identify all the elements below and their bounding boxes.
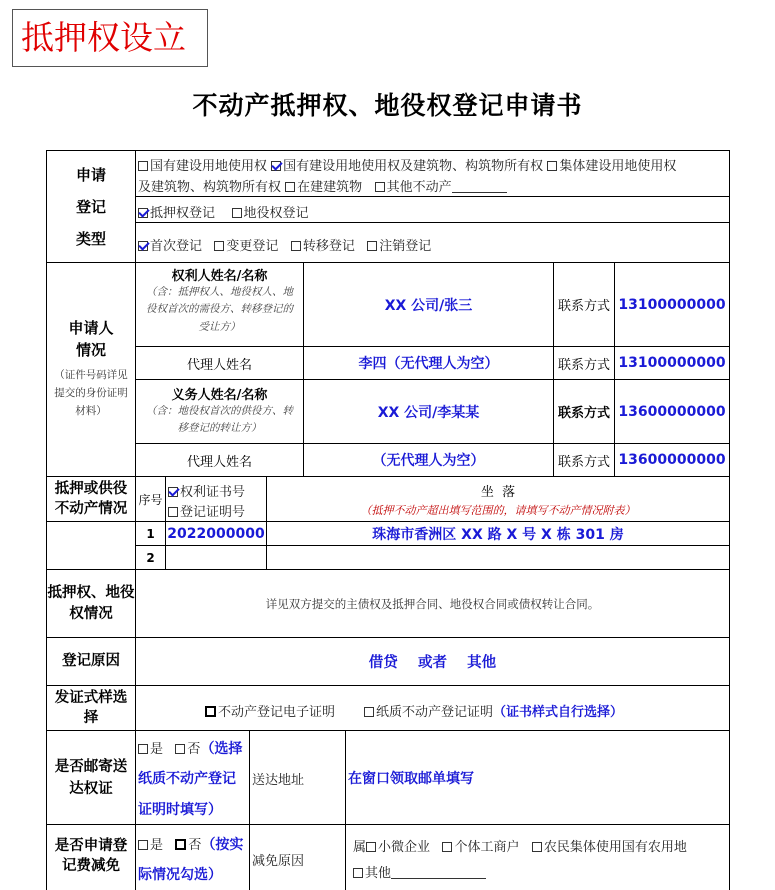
right-agent-label-cell bbox=[135, 346, 304, 380]
fee-option[interactable]: 小微企业 bbox=[366, 840, 430, 855]
stamp-label: 抵押权设立 bbox=[12, 9, 208, 67]
obligor-phone-cell[interactable] bbox=[614, 379, 730, 444]
label-line: 申请 bbox=[75, 165, 106, 184]
location-header: 坐 落 bbox=[480, 485, 516, 500]
mortgage-text-cell bbox=[135, 569, 730, 638]
cert-header-cell bbox=[165, 476, 267, 522]
address-value: 在窗口领取邮单填写 bbox=[348, 771, 474, 787]
note-line: （证件号码详见 bbox=[54, 368, 128, 381]
fee-reason-label: 减免原因 bbox=[252, 854, 305, 869]
contact-label: 联系方式 bbox=[557, 454, 610, 470]
obligor-label: 义务人姓名/名称 bbox=[171, 388, 268, 403]
obligor-value: XX 公司/李某某 bbox=[377, 404, 480, 421]
address-label-cell bbox=[249, 730, 346, 825]
mail-hint: 证明时填写） bbox=[138, 802, 222, 818]
cert-style-option[interactable]: 不动产登记电子证明 bbox=[205, 705, 335, 720]
property-option[interactable]: 国有建设用地使用权及建筑物、构筑物所有权 bbox=[271, 159, 543, 174]
fee-option[interactable]: 农民集体使用国有农用地 bbox=[532, 840, 687, 855]
checkbox-icon[interactable] bbox=[547, 161, 557, 171]
action-option[interactable]: 转移登记 bbox=[291, 239, 355, 254]
fee-option-cell bbox=[135, 824, 250, 890]
checkbox-icon[interactable] bbox=[214, 241, 224, 251]
right-holder-value-cell[interactable] bbox=[303, 262, 554, 347]
right-holder-label: 权利人姓名/名称 bbox=[171, 269, 268, 284]
contact-label-cell bbox=[553, 262, 615, 347]
table-row-location[interactable] bbox=[266, 521, 730, 546]
checkbox-icon[interactable] bbox=[232, 208, 242, 218]
seq-header-cell bbox=[135, 476, 166, 522]
obligor-agent-label-cell bbox=[135, 443, 304, 477]
obligor-phone: 13600000000 bbox=[618, 403, 726, 420]
table-row-cert[interactable] bbox=[165, 545, 267, 570]
right-holder-phone: 13100000000 bbox=[618, 296, 726, 313]
checkbox-icon[interactable] bbox=[205, 706, 216, 717]
right-holder-value: XX 公司/张三 bbox=[384, 297, 473, 314]
seq-header: 序号 bbox=[138, 492, 163, 507]
note-line: 提交的身份证明 bbox=[54, 387, 128, 400]
checkbox-icon[interactable] bbox=[364, 707, 374, 717]
checkbox-checked-icon[interactable] bbox=[138, 208, 148, 218]
checkbox-icon[interactable] bbox=[367, 241, 377, 251]
checkbox-icon[interactable] bbox=[291, 241, 301, 251]
belong-label: 属 bbox=[353, 840, 367, 855]
fee-reason-label-cell bbox=[249, 824, 346, 890]
location-note: （抵押不动产超出填写范围的，请填写不动产情况附表） bbox=[360, 504, 636, 517]
checkbox-icon[interactable] bbox=[353, 868, 363, 878]
fee-option[interactable]: 个体工商户 bbox=[442, 840, 519, 855]
action-type-cell bbox=[135, 222, 730, 263]
contact-label: 联系方式 bbox=[557, 357, 610, 373]
mail-option-cell bbox=[135, 730, 250, 825]
checkbox-icon[interactable] bbox=[138, 161, 148, 171]
note-line: 役权首次的需役方、转移登记的 bbox=[146, 303, 293, 316]
label-line: 达权证 bbox=[69, 780, 113, 797]
right-option[interactable]: 抵押权登记 bbox=[138, 206, 215, 221]
fee-other-option[interactable]: 其他 bbox=[353, 866, 486, 881]
cert-style-option[interactable]: 纸质不动产登记证明 bbox=[364, 705, 493, 720]
property-option[interactable]: 国有建设用地使用权 bbox=[138, 159, 267, 174]
fee-yes-option[interactable]: 是 bbox=[138, 838, 163, 853]
obligor-agent-value: （无代理人为空） bbox=[372, 453, 485, 469]
reason-value-cell[interactable] bbox=[135, 637, 730, 686]
checkbox-icon[interactable] bbox=[168, 507, 178, 517]
mail-label-cell bbox=[46, 730, 136, 825]
reg-type-label-cell bbox=[46, 150, 136, 263]
checkbox-icon[interactable] bbox=[138, 744, 148, 754]
checkbox-icon[interactable] bbox=[375, 182, 385, 192]
checkbox-icon[interactable] bbox=[175, 839, 186, 850]
label-line: 情况 bbox=[75, 340, 106, 359]
seq-value: 2 bbox=[146, 550, 155, 565]
obligor-agent-phone-cell[interactable] bbox=[614, 443, 730, 477]
label-line: 是否申请登 bbox=[54, 837, 128, 854]
obligor-value-cell[interactable] bbox=[303, 379, 554, 444]
cert-value: 2022000000 bbox=[167, 525, 265, 542]
checkbox-icon[interactable] bbox=[285, 182, 295, 192]
note-line: （含：地役权首次的供役方、转 bbox=[146, 405, 293, 417]
note-line: 移登记的转让方） bbox=[177, 422, 262, 435]
label-line: 是否邮寄送 bbox=[54, 758, 128, 775]
checkbox-checked-icon[interactable] bbox=[168, 487, 178, 497]
label-line: 登记 bbox=[75, 197, 106, 216]
property-type-cell bbox=[135, 150, 730, 197]
mail-hint: 纸质不动产登记 bbox=[138, 771, 236, 787]
note-line: 材料） bbox=[75, 405, 107, 418]
property-empty-cell bbox=[46, 521, 136, 570]
location-value: 珠海市香洲区 XX 路 X 号 X 栋 301 房 bbox=[372, 526, 624, 543]
checkbox-icon[interactable] bbox=[138, 840, 148, 850]
mail-yes-option[interactable]: 是 bbox=[138, 742, 163, 757]
reason-label-cell bbox=[46, 637, 136, 686]
blank-line[interactable] bbox=[452, 180, 507, 193]
label-line: 记费减免 bbox=[62, 857, 120, 874]
page-title: 不动产抵押权、地役权登记申请书 bbox=[192, 91, 583, 120]
label-line: 不动产情况 bbox=[54, 501, 128, 517]
contact-label-cell bbox=[553, 346, 615, 380]
right-holder-phone-cell[interactable] bbox=[614, 262, 730, 347]
mail-no-option[interactable]: 否 bbox=[175, 742, 200, 757]
blank-line[interactable] bbox=[391, 866, 486, 879]
checkbox-icon[interactable] bbox=[366, 842, 376, 852]
cert-style-label-cell bbox=[46, 685, 136, 731]
cert-option[interactable]: 权利证书号 bbox=[168, 485, 245, 500]
label-line: 抵押或供役 bbox=[54, 481, 128, 497]
fee-label-cell bbox=[46, 824, 136, 890]
fee-reason-options-cell bbox=[345, 824, 730, 890]
fee-hint: 际情况勾选） bbox=[138, 867, 222, 883]
label-line: 权情况 bbox=[69, 605, 113, 622]
note-line: 受让方） bbox=[198, 320, 241, 333]
right-type-cell bbox=[135, 196, 730, 223]
table-row-cert[interactable] bbox=[165, 521, 267, 546]
cert-style-options-cell bbox=[135, 685, 730, 731]
action-option[interactable]: 注销登记 bbox=[367, 239, 431, 254]
address-value-cell[interactable] bbox=[345, 730, 730, 825]
checkbox-checked-icon[interactable] bbox=[138, 241, 148, 251]
obligor-agent-phone: 13600000000 bbox=[618, 452, 726, 468]
seq-value: 1 bbox=[146, 526, 155, 541]
label-line: 发证式样选 bbox=[54, 690, 128, 706]
right-holder-label-cell bbox=[135, 262, 304, 347]
right-agent-phone-cell[interactable] bbox=[614, 346, 730, 380]
property-option[interactable]: 集体建设用地使用权 bbox=[547, 159, 676, 174]
checkbox-icon[interactable] bbox=[442, 842, 452, 852]
mortgage-text: 详见双方提交的主债权及抵押合同、地役权合同或债权转让合同。 bbox=[265, 596, 600, 611]
applicant-label-cell bbox=[46, 262, 136, 477]
mail-hint: （选择 bbox=[200, 741, 243, 757]
right-agent-value-cell[interactable] bbox=[303, 346, 554, 380]
checkbox-icon[interactable] bbox=[532, 842, 542, 852]
right-agent-value: 李四（无代理人为空） bbox=[358, 356, 499, 372]
obligor-agent-value-cell[interactable] bbox=[303, 443, 554, 477]
location-header-cell bbox=[266, 476, 730, 522]
reg-proof-option[interactable]: 登记证明号 bbox=[168, 505, 245, 520]
action-option[interactable]: 首次登记 bbox=[138, 239, 202, 254]
label-line: 申请人 bbox=[68, 319, 114, 338]
mortgage-label-cell bbox=[46, 569, 136, 638]
action-option[interactable]: 变更登记 bbox=[214, 239, 278, 254]
contact-label-cell bbox=[553, 443, 615, 477]
right-option[interactable]: 地役权登记 bbox=[232, 206, 309, 221]
table-row-location[interactable] bbox=[266, 545, 730, 570]
contact-label: 联系方式 bbox=[557, 406, 610, 421]
property-option[interactable]: 及建筑物、构筑物所有权 bbox=[138, 180, 282, 195]
label-line: 类型 bbox=[75, 229, 106, 248]
reason-value: 借贷 或者 其他 bbox=[368, 655, 497, 671]
cert-style-hint: （证书样式自行选择） bbox=[492, 705, 623, 720]
fee-no-option[interactable]: 否 bbox=[175, 838, 201, 853]
checkbox-icon[interactable] bbox=[175, 744, 185, 754]
agent-label: 代理人姓名 bbox=[186, 357, 252, 373]
label-line: 择 bbox=[83, 710, 99, 726]
address-label: 送达地址 bbox=[252, 773, 305, 788]
contact-label: 联系方式 bbox=[557, 299, 610, 314]
reason-label: 登记原因 bbox=[62, 652, 120, 669]
right-agent-phone: 13100000000 bbox=[618, 355, 726, 371]
table-row-seq bbox=[135, 521, 166, 546]
table-row-seq bbox=[135, 545, 166, 570]
label-line: 抵押权、地役 bbox=[47, 584, 135, 601]
property-option[interactable]: 在建建筑物 bbox=[285, 180, 362, 195]
obligor-label-cell bbox=[135, 379, 304, 444]
fee-hint: （按实 bbox=[201, 837, 244, 853]
property-label-cell bbox=[46, 476, 136, 522]
checkbox-checked-icon[interactable] bbox=[271, 161, 281, 171]
contact-label-cell bbox=[553, 379, 615, 444]
property-option[interactable]: 其他不动产 bbox=[375, 180, 507, 195]
agent-label: 代理人姓名 bbox=[186, 454, 252, 470]
note-line: （含：抵押权人、地役权人、地 bbox=[146, 286, 293, 298]
